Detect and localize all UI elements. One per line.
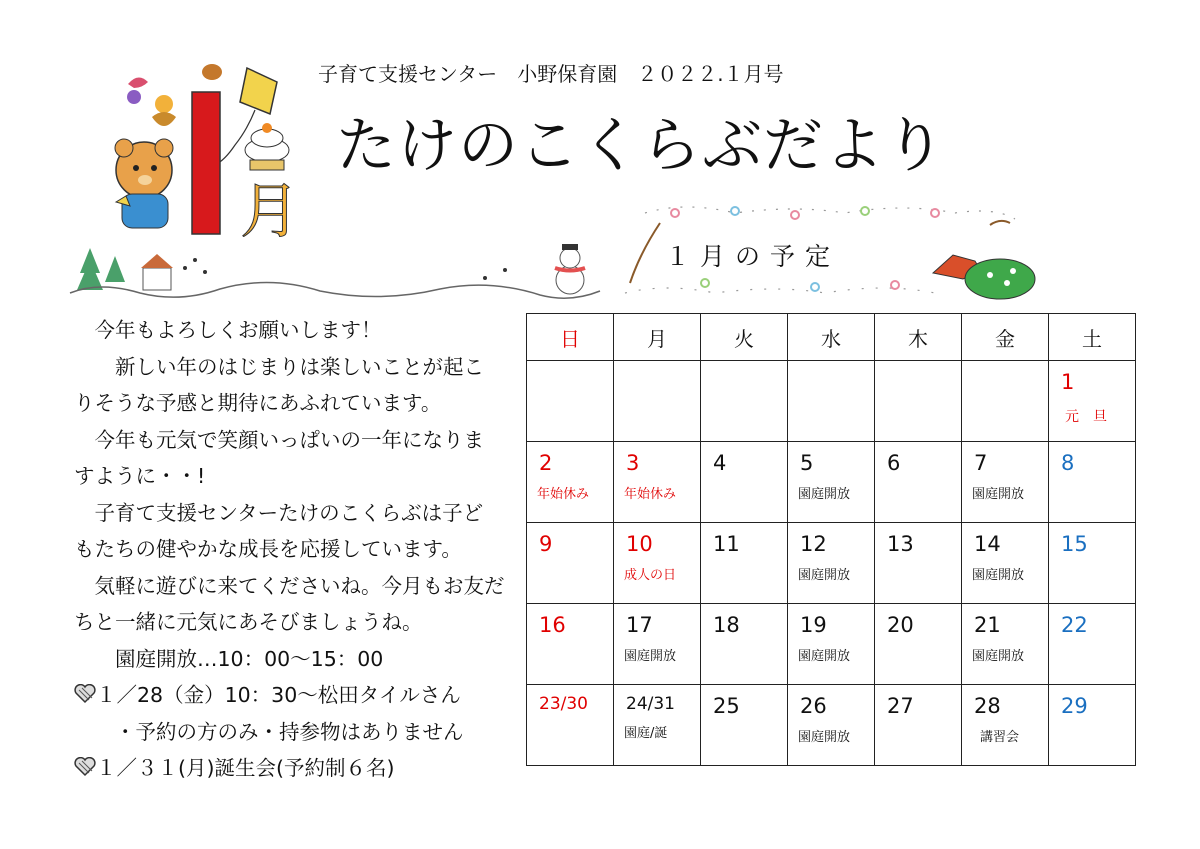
heart-icon: [74, 757, 96, 777]
day-number: 15: [1061, 532, 1088, 556]
calendar-day-cell: [701, 604, 788, 685]
day-event-note: 元 旦: [1065, 409, 1107, 425]
day-number: 4: [713, 451, 727, 475]
day-event-note: 園庭開放: [972, 649, 1025, 664]
weekday-header: 土: [1049, 314, 1136, 361]
day-event-note: 園庭開放: [798, 568, 851, 583]
weekday-header: 日: [527, 314, 614, 361]
calendar-day-cell: [1049, 685, 1136, 766]
day-number: 20: [887, 613, 914, 637]
calendar-day-cell: [875, 685, 962, 766]
calendar-week-row: [527, 685, 1136, 766]
event-note: ・予約の方のみ・持参物はありません: [74, 719, 464, 744]
calendar-day-cell: [788, 361, 875, 442]
day-event-note: 園庭開放: [624, 649, 677, 664]
day-number: 11: [713, 532, 740, 556]
day-number: 22: [1061, 613, 1088, 637]
greeting-line: すように・・!: [74, 464, 206, 488]
newsletter-title: たけのこくらぶだより: [336, 111, 946, 181]
calendar-day-cell: [875, 442, 962, 523]
day-event-note: 講習会: [980, 730, 1020, 745]
heart-icon: [74, 684, 96, 704]
calendar-day-cell: [962, 604, 1049, 685]
calendar-day-cell: [788, 442, 875, 523]
newsletter-issue-line: 子育て支援センター 小野保育園 ２０２２.１月号: [318, 62, 784, 86]
day-event-note: 園庭開放: [972, 568, 1025, 583]
calendar-day-cell: [962, 523, 1049, 604]
january-calendar: [526, 313, 1136, 766]
garden-open-hours: 園庭開放…10：00～15：00: [74, 646, 384, 671]
weekday-header: 火: [701, 314, 788, 361]
weekday-header: 水: [788, 314, 875, 361]
calendar-day-cell: [701, 442, 788, 523]
day-number: 2: [539, 451, 553, 475]
greeting-line: 子育て支援センターたけのこくらぶは子ど: [74, 500, 484, 525]
day-number: 14: [974, 532, 1001, 556]
calendar-day-cell: [962, 685, 1049, 766]
day-number: 16: [539, 613, 566, 637]
day-number: 21: [974, 613, 1001, 637]
calendar-day-cell: [614, 523, 701, 604]
calendar-day-cell: [614, 685, 701, 766]
day-number: 1: [1061, 370, 1075, 394]
day-number: 25: [713, 694, 740, 718]
day-number: 7: [974, 451, 988, 475]
event-tile-workshop: [74, 677, 520, 714]
day-number: 17: [626, 613, 653, 637]
day-number: 23/30: [539, 694, 588, 714]
calendar-day-cell: [875, 604, 962, 685]
winter-scene-divider: [65, 238, 610, 308]
calendar-day-cell: [1049, 523, 1136, 604]
greeting-line: 気軽に遊びに来てくださいね。今月もお友だ: [74, 573, 505, 598]
day-event-note: 成人の日: [624, 568, 677, 583]
event-text: １／３１(月)誕生会(予約制６名): [96, 756, 395, 780]
greeting-line: もたちの健やかな成長を応援しています。: [74, 537, 462, 561]
weekday-header: 木: [875, 314, 962, 361]
calendar-day-cell: [1049, 361, 1136, 442]
calendar-day-cell: [788, 604, 875, 685]
greeting-line: りそうな予感と期待にあふれています。: [74, 391, 442, 415]
day-number: 24/31: [626, 694, 675, 714]
calendar-day-cell: [962, 442, 1049, 523]
weekday-header: 月: [614, 314, 701, 361]
month-kanji-mark: 月: [240, 177, 300, 237]
calendar-week-row: [527, 523, 1136, 604]
greeting-line: ちと一緒に元気にあそびましょうね。: [74, 610, 423, 634]
calendar-day-cell: [527, 685, 614, 766]
day-event-note: 園庭/誕: [624, 726, 668, 741]
calendar-day-cell: [527, 604, 614, 685]
calendar-day-cell: [875, 523, 962, 604]
calendar-day-cell: [875, 361, 962, 442]
day-event-note: 園庭開放: [972, 487, 1025, 502]
day-event-note: 年始休み: [624, 487, 677, 502]
day-event-note: 年始休み: [537, 487, 590, 502]
calendar-week-row: [527, 604, 1136, 685]
weekday-header: 金: [962, 314, 1049, 361]
greeting-line: 今年もよろしくお願いします！: [74, 318, 382, 342]
calendar-day-cell: [614, 604, 701, 685]
calendar-day-cell: [614, 361, 701, 442]
calendar-day-cell: [1049, 604, 1136, 685]
greeting-line: 今年も元気で笑顔いっぱいの一年になりま: [74, 427, 484, 452]
day-number: 12: [800, 532, 827, 556]
day-number: 8: [1061, 451, 1075, 475]
greeting-line: 新しい年のはじまりは楽しいことが起こ: [74, 354, 484, 379]
day-number: 26: [800, 694, 827, 718]
calendar-day-cell: [527, 523, 614, 604]
day-event-note: 園庭開放: [798, 487, 851, 502]
day-number: 10: [626, 532, 653, 556]
day-number: 27: [887, 694, 914, 718]
calendar-week-row: [527, 442, 1136, 523]
greeting-text-block: [74, 312, 520, 787]
day-number: 3: [626, 451, 640, 475]
january-bear-kite-illustration: [72, 62, 302, 237]
calendar-week-row: [527, 361, 1136, 442]
calendar-day-cell: [788, 523, 875, 604]
calendar-day-cell: [701, 523, 788, 604]
day-number: 19: [800, 613, 827, 637]
schedule-heading: １月の予定: [665, 242, 841, 271]
day-number: 13: [887, 532, 914, 556]
day-number: 9: [539, 532, 553, 556]
day-number: 5: [800, 451, 814, 475]
calendar-day-cell: [1049, 442, 1136, 523]
calendar-day-cell: [962, 361, 1049, 442]
calendar-day-cell: [788, 685, 875, 766]
day-number: 18: [713, 613, 740, 637]
day-number: 6: [887, 451, 901, 475]
calendar-day-cell: [527, 442, 614, 523]
day-number: 29: [1061, 694, 1088, 718]
event-birthday: [74, 750, 520, 787]
day-event-note: 園庭開放: [798, 649, 851, 664]
event-text: １／28（金）10：30～松田タイルさん: [96, 683, 461, 707]
day-number: 28: [974, 694, 1001, 718]
calendar-day-cell: [701, 361, 788, 442]
day-event-note: 園庭開放: [798, 730, 851, 745]
calendar-day-cell: [614, 442, 701, 523]
calendar-day-cell: [527, 361, 614, 442]
calendar-day-cell: [701, 685, 788, 766]
